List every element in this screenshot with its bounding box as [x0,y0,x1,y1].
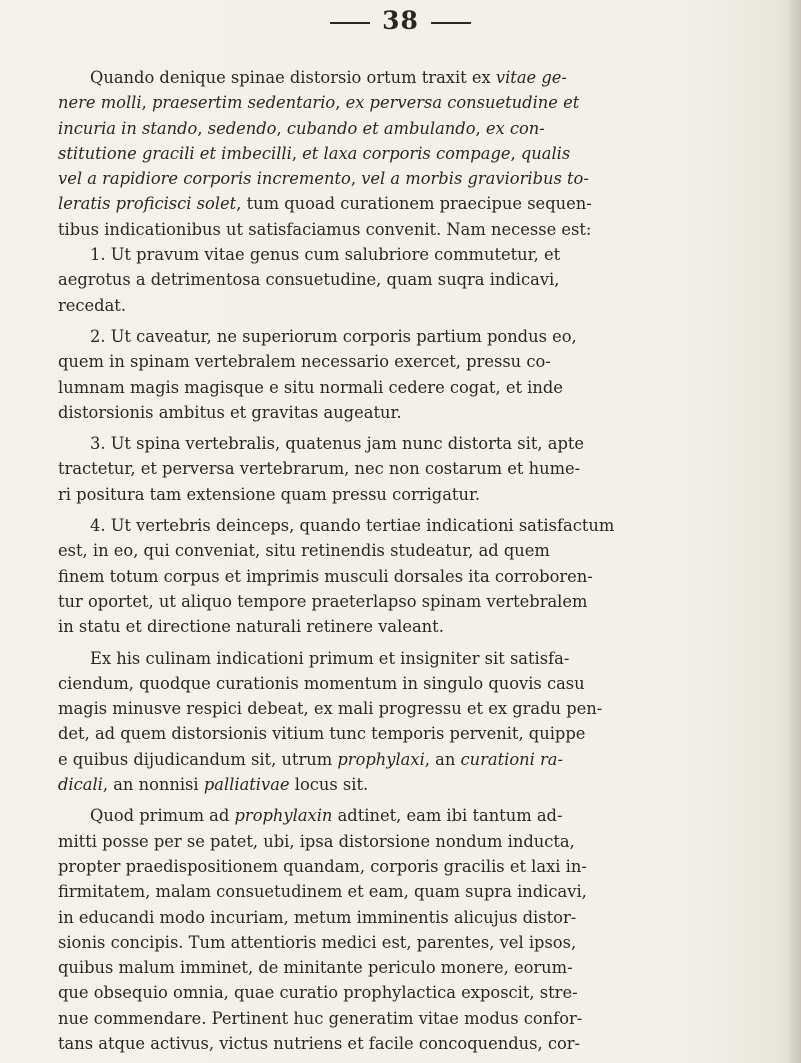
text-run: distorsionis ambitus et gravitas augeatur. [58,402,402,422]
italic-text: cubando et ambulando [286,118,476,138]
text-run: in statu et directione naturali retinere valeant. [58,617,444,637]
text-run: det, ad quem distorsionis vitium tunc temporis pervenit, quippe [58,724,586,744]
text-run: , [350,169,362,189]
italic-text: sedendo [207,118,277,138]
text-run: , an [424,749,461,769]
page-number: 38 [382,6,419,35]
paragraph [58,513,752,639]
text-run: nue commendare. Pertinent huc generatim vitae modus confor- [58,1008,583,1028]
text-run: ri positura tam extensione quam pressu corrigatur. [58,484,481,504]
text-run: Ex his culinam indicationi primum et insigniter sit satisfa- [90,648,570,668]
text-run: , [291,143,303,163]
paragraph [58,242,752,318]
italic-text: leratis proficisci solet [58,194,237,214]
paragraph [58,646,752,798]
italic-text: dicali [58,775,103,795]
text-run: , [276,118,287,138]
text-run: tibus indicationibus ut satisfaciamus convenit. Nam necesse est: [58,219,592,239]
italic-text: vitae ge- [495,68,567,87]
text-run: 4. Ut vertebris deinceps, quando tertiae indicationi satisfactum [90,516,615,536]
italic-text: palliativae [203,775,290,795]
text-run: , [335,93,346,113]
text-run: , tum quoad curationem praecipue sequen- [236,194,592,214]
italic-text: incuria in stando [58,118,198,138]
text-run: magis minusve respici debeat, ex mali progressu et ex gradu pen- [58,699,603,719]
paragraph [58,324,752,425]
italic-text: qualis [520,143,571,163]
italic-text: vel a morbis gravioribus to- [361,169,589,189]
header-dash-right [431,22,471,24]
page-header [0,6,801,35]
text-run: e quibus dijudicandum sit, utrum [58,749,338,769]
text-run: Quod primum ad [90,806,235,826]
italic-text: ex perversa consuetudine et [345,93,580,113]
italic-text: vel a rapidiore corporis incremento [58,169,351,189]
text-run: mitti posse per se patet, ubi, ipsa distorsione nondum inducta, [58,831,575,851]
text-run: adtinet, eam ibi tantum ad- [332,806,563,826]
text-run: 1. Ut pravum vitae genus cum salubriore commutetur, et [90,245,561,265]
text-run: sionis concipis. Tum attentioris medici est, parentes, vel ipsos, [58,932,577,952]
italic-text: stitutione gracili et imbecilli [58,143,292,163]
text-run: , [141,93,152,113]
italic-text: nere molli [58,93,142,113]
text-run: aegrotus a detrimentosa consuetudine, quam suqra indicavi, [58,270,560,290]
text-run: firmitatem, malam consuetudinem et eam, quam supra indicavi, [58,882,587,902]
paragraph [58,65,752,242]
paragraph [58,803,752,1056]
header-dash-left [330,22,370,24]
paragraph [58,431,752,507]
text-run: propter praedispositionem quandam, corporis gracilis et laxi in- [58,856,587,876]
text-run: 2. Ut caveatur, ne superiorum corporis partium pondus eo, [90,326,577,346]
text-run: locus sit. [289,775,369,795]
text-run: ciendum, quodque curationis momentum in singulo quovis casu [58,673,585,693]
text-run: quem in spinam vertebralem necessario exercet, pressu co- [58,352,551,372]
text-run: finem totum corpus et imprimis musculi dorsales ita corroboren- [58,566,593,586]
text-run: 3. Ut spina vertebralis, quatenus jam nunc distorta sit, apte [90,434,585,454]
text-run: que obsequio omnia, quae curatio prophylactica exposcit, stre- [58,983,578,1003]
italic-text: ex con- [485,118,545,138]
text-run: , [475,118,486,138]
text-run: , [510,143,521,163]
italic-text: praesertim sedentario [151,93,336,113]
text-run: lumnam magis magisque e situ normali cedere cogat, et inde [58,377,563,397]
text-run: quibus malum imminet, de minitante periculo monere, eorum- [58,958,573,978]
italic-text: prophylaxin [234,806,333,826]
text-run: , an nonnisi [102,775,204,795]
italic-text: prophylaxi [337,749,425,769]
text-run: in educandi modo incuriam, metum imminentis alicujus distor- [58,907,577,927]
italic-text: et laxa corporis compage [302,143,511,163]
body-text [58,65,752,1056]
text-run: Quando denique spinae distorsio ortum traxit ex [90,68,496,87]
text-run: recedat. [58,295,127,315]
text-run: tractetur, et perversa vertebrarum, nec non costarum et hume- [58,459,581,479]
text-run: est, in eo, qui conveniat, situ retinendis studeatur, ad quem [58,541,550,561]
page-edge-shadow [787,0,801,1063]
text-run: tans atque activus, victus nutriens et facile concoquendus, cor- [58,1033,581,1053]
text-run: tur oportet, ut aliquo tempore praeterlapso spinam vertebralem [58,591,588,611]
text-run: , [197,118,208,138]
italic-text: curationi ra- [460,749,564,769]
